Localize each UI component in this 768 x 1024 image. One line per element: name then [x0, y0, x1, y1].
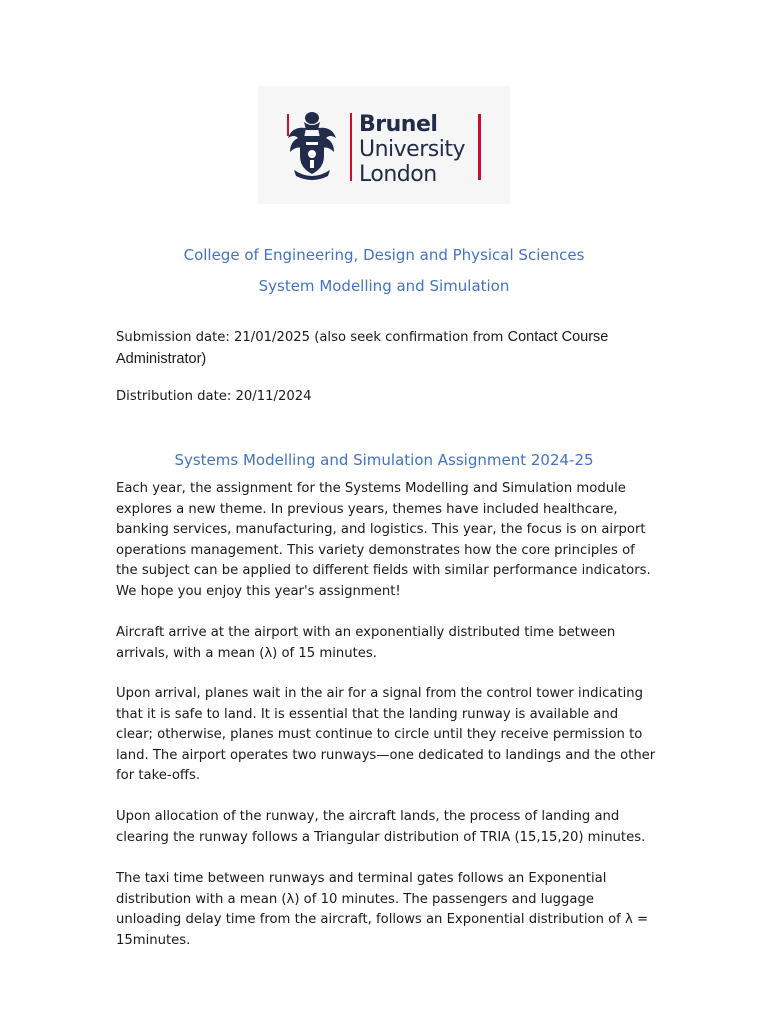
submission-line2: Administrator) — [116, 350, 207, 367]
paragraph-intro: Each year, the assignment for the Systems Modelling and Simulation module explores a new theme. In previous years, themes have included healthcare, banking services, manufacturing, and logistics. This year, the focus is on airport operations management. This variety demonstrates how the core principles of the subject can be applied to different fields with similar performance indicators. We hope you enjoy this year's assignment! — [116, 481, 651, 599]
logo-name-line1: Brunel — [359, 112, 438, 137]
paragraph-landing-wait: Upon arrival, planes wait in the air for a signal from the control tower indicating that it is safe to land. It is essential that the landing runway is available and clear; otherwise, planes must continue to circle until they receive permission to land. The airport operates two runways—one dedicated to landings and the other for take-offs. — [116, 686, 656, 783]
distribution-date: Distribution date: 20/11/2024 — [116, 389, 312, 404]
paragraph-taxi: The taxi time between runways and terminal gates follows an Exponential distribution with a mean (λ) of 10 minutes. The passengers and luggage unloading delay time from the aircraft, follows an Exponential distribution of λ = 15minutes. — [116, 871, 649, 948]
logo-name-line3: London — [359, 162, 437, 187]
logo-divider — [350, 113, 352, 181]
submission-date — [116, 327, 656, 369]
logo-wordmark — [359, 112, 465, 187]
logo-name-line2: University — [359, 137, 465, 162]
submission-contact: Contact Course — [507, 329, 609, 345]
module-heading: System Modelling and Simulation — [258, 277, 510, 295]
crest-icon — [284, 108, 340, 182]
submission-prefix: Submission date: 21/01/2025 (also seek confirmation from — [116, 330, 508, 345]
paragraph-runway: Upon allocation of the runway, the aircraft lands, the process of landing and clearing the runway follows a Triangular distribution of TRIA (15,15,20) minutes. — [116, 809, 646, 845]
assignment-heading: Systems Modelling and Simulation Assignment 2024-25 — [174, 451, 594, 469]
college-heading: College of Engineering, Design and Physical Sciences — [183, 246, 585, 264]
logo-accent-right — [478, 114, 481, 180]
paragraph-arrivals: Aircraft arrive at the airport with an exponentially distributed time between arrivals, with a mean (λ) of 15 minutes. — [116, 625, 616, 661]
university-logo — [258, 86, 510, 204]
